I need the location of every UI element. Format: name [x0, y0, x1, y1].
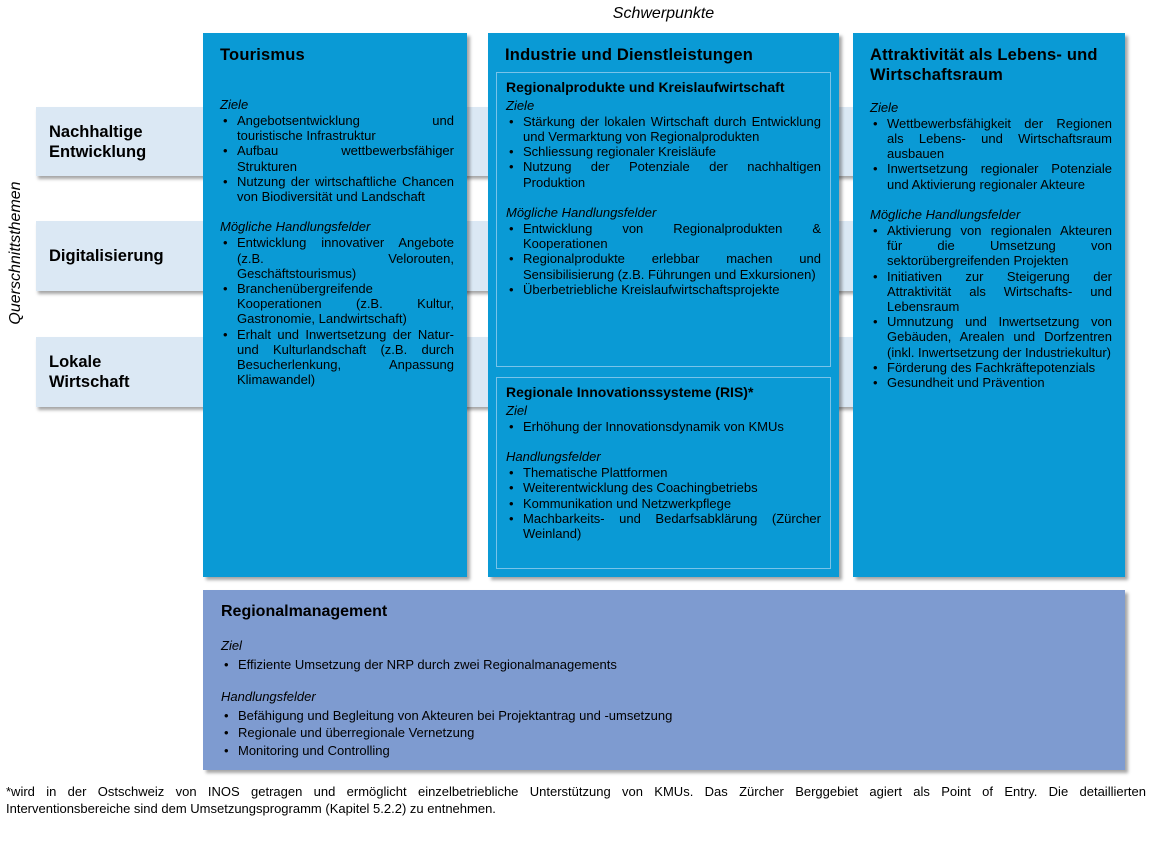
bullet-item: • Stärkung der lokalen Wirtschaft durch Entwicklung und Vermarktung von Regionalprodukten: [506, 114, 821, 144]
ziele-list: [870, 116, 1112, 192]
column-title: Attraktivität als Lebens- und Wirtschaftsraum: [870, 46, 1098, 84]
column-attraktivitaet: [853, 33, 1125, 577]
handlungsfelder-list: [870, 223, 1112, 390]
section-heading-ziele: Ziele: [220, 96, 249, 112]
bullet-item: • Thematische Plattformen: [506, 465, 821, 480]
section-heading-handlungsfelder: Mögliche Handlungsfelder: [870, 206, 1021, 222]
column-tourismus: [203, 33, 467, 577]
handlungsfelder-list: [220, 235, 454, 387]
column-title: Tourismus: [220, 46, 305, 64]
footnote-line-2: Interventionsbereiche sind dem Umsetzungsprogramm (Kapitel 5.2.2) zu entnehmen.: [6, 800, 496, 816]
bullet-item: • Weiterentwicklung des Coachingbetriebs: [506, 480, 821, 495]
bullet-item: • Befähigung und Begleitung von Akteuren bei Projektantrag und -umsetzung: [221, 707, 1107, 725]
bullet-item: • Inwertsetzung regionaler Potenziale und Aktivierung regionaler Akteure: [870, 161, 1112, 191]
bullet-item: • Förderung des Fachkräftepotenzials: [870, 360, 1112, 375]
ziele-list: [506, 114, 821, 190]
ziel-list: [221, 656, 1107, 674]
bullet-item: • Monitoring und Controlling: [221, 742, 1107, 760]
bullet-item: • Gesundheit und Prävention: [870, 375, 1112, 390]
bullet-item: • Aufbau wettbewerbsfähiger Strukturen: [220, 143, 454, 173]
subbox-ris: [496, 377, 831, 569]
bullet-item: • Erhöhung der Innovationsdynamik von KMUs: [506, 419, 821, 434]
section-heading-ziele: Ziele: [870, 99, 899, 115]
footnote-line-1: *wird in der Ostschweiz von INOS getragen und ermöglicht einzelbetriebliche Unterstützung von KMUs. Das Zürcher Berggebiet agiert als Point of Entry. Die detaillierten: [6, 784, 1146, 799]
subbox-regionalprodukte: [496, 72, 831, 367]
section-heading-ziel: Ziel: [221, 638, 242, 653]
bullet-item: • Umnutzung und Inwertsetzung von Gebäuden, Arealen und Dorfzentren (inkl. Inwertsetzung der Industriekultur): [870, 314, 1112, 360]
regionalmanagement-title: Regionalmanagement: [221, 603, 388, 620]
bullet-item: • Initiativen zur Steigerung der Attraktivität als Wirtschafts- und Lebensraum: [870, 269, 1112, 315]
bullet-item: • Branchenübergreifende Kooperationen (z.B. Kultur, Gastronomie, Landwirtschaft): [220, 281, 454, 327]
handlungsfelder-list: [221, 707, 1107, 760]
regionalmanagement-box: [203, 590, 1125, 770]
bullet-item: • Machbarkeits- und Bedarfsabklärung (Zürcher Weinland): [506, 511, 821, 541]
bullet-item: • Schliessung regionaler Kreisläufe: [506, 144, 821, 159]
section-heading-ziel: Ziel: [506, 402, 527, 418]
section-heading-handlungsfelder: Handlungsfelder: [221, 689, 316, 705]
bullet-item: • Entwicklung von Regionalprodukten & Kooperationen: [506, 221, 821, 251]
section-heading-ziele: Ziele: [506, 97, 535, 113]
cross-themes-axis-label: Querschnittsthemen: [7, 181, 24, 325]
bullet-item: • Kommunikation und Netzwerkpflege: [506, 496, 821, 511]
section-heading-handlungsfelder: Mögliche Handlungsfelder: [506, 204, 657, 220]
handlungsfelder-list: [506, 221, 821, 297]
bullet-item: • Angebotsentwicklung und touristische Infrastruktur: [220, 113, 454, 143]
section-heading-handlungsfelder: Handlungsfelder: [506, 449, 601, 464]
column-industrie: [488, 33, 839, 577]
band-label: Digitalisierung: [49, 246, 164, 265]
section-heading-handlungsfelder: Mögliche Handlungsfelder: [220, 219, 371, 235]
bullet-item: • Entwicklung innovativer Angebote (z.B. Velorouten, Geschäftstourismus): [220, 235, 454, 281]
bullet-item: • Überbetriebliche Kreislaufwirtschaftsprojekte: [506, 282, 821, 297]
footnote: [6, 784, 1146, 818]
regionalmanagement-body: [203, 637, 1125, 759]
bullet-item: • Erhalt und Inwertsetzung der Natur- und Kulturlandschaft (z.B. durch Besucherlenkung, Anpassung Klimawandel): [220, 327, 454, 388]
handlungsfelder-list: [506, 465, 821, 541]
bullet-item: • Nutzung der wirtschaftliche Chancen von Biodiversität und Landschaft: [220, 174, 454, 204]
band-label: Lokale Wirtschaft: [49, 352, 130, 391]
bullet-item: • Wettbewerbsfähigkeit der Regionen als Lebens- und Wirtschaftsraum ausbauen: [870, 116, 1112, 162]
column-body: [853, 100, 1125, 391]
bullet-item: • Aktivierung von regionalen Akteuren für die Umsetzung von sektorübergreifenden Projekten: [870, 223, 1112, 269]
subbox-title: Regionale Innovationssysteme (RIS)*: [506, 383, 754, 400]
column-title: Industrie und Dienstleistungen: [505, 46, 754, 64]
page-title: Schwerpunkte: [612, 5, 715, 22]
bullet-item: • Effiziente Umsetzung der NRP durch zwei Regionalmanagements: [221, 656, 1107, 674]
bullet-item: • Regionalprodukte erlebbar machen und Sensibilisierung (z.B. Führungen und Exkursionen): [506, 251, 821, 281]
bullet-item: • Regionale und überregionale Vernetzung: [221, 724, 1107, 742]
column-body: [203, 97, 467, 388]
bullet-item: • Nutzung der Potenziale der nachhaltigen Produktion: [506, 159, 821, 189]
ziel-list: [506, 419, 821, 434]
ziele-list: [220, 113, 454, 204]
band-label: Nachhaltige Entwicklung: [49, 122, 147, 161]
subbox-title: Regionalprodukte und Kreislaufwirtschaft: [506, 78, 785, 95]
